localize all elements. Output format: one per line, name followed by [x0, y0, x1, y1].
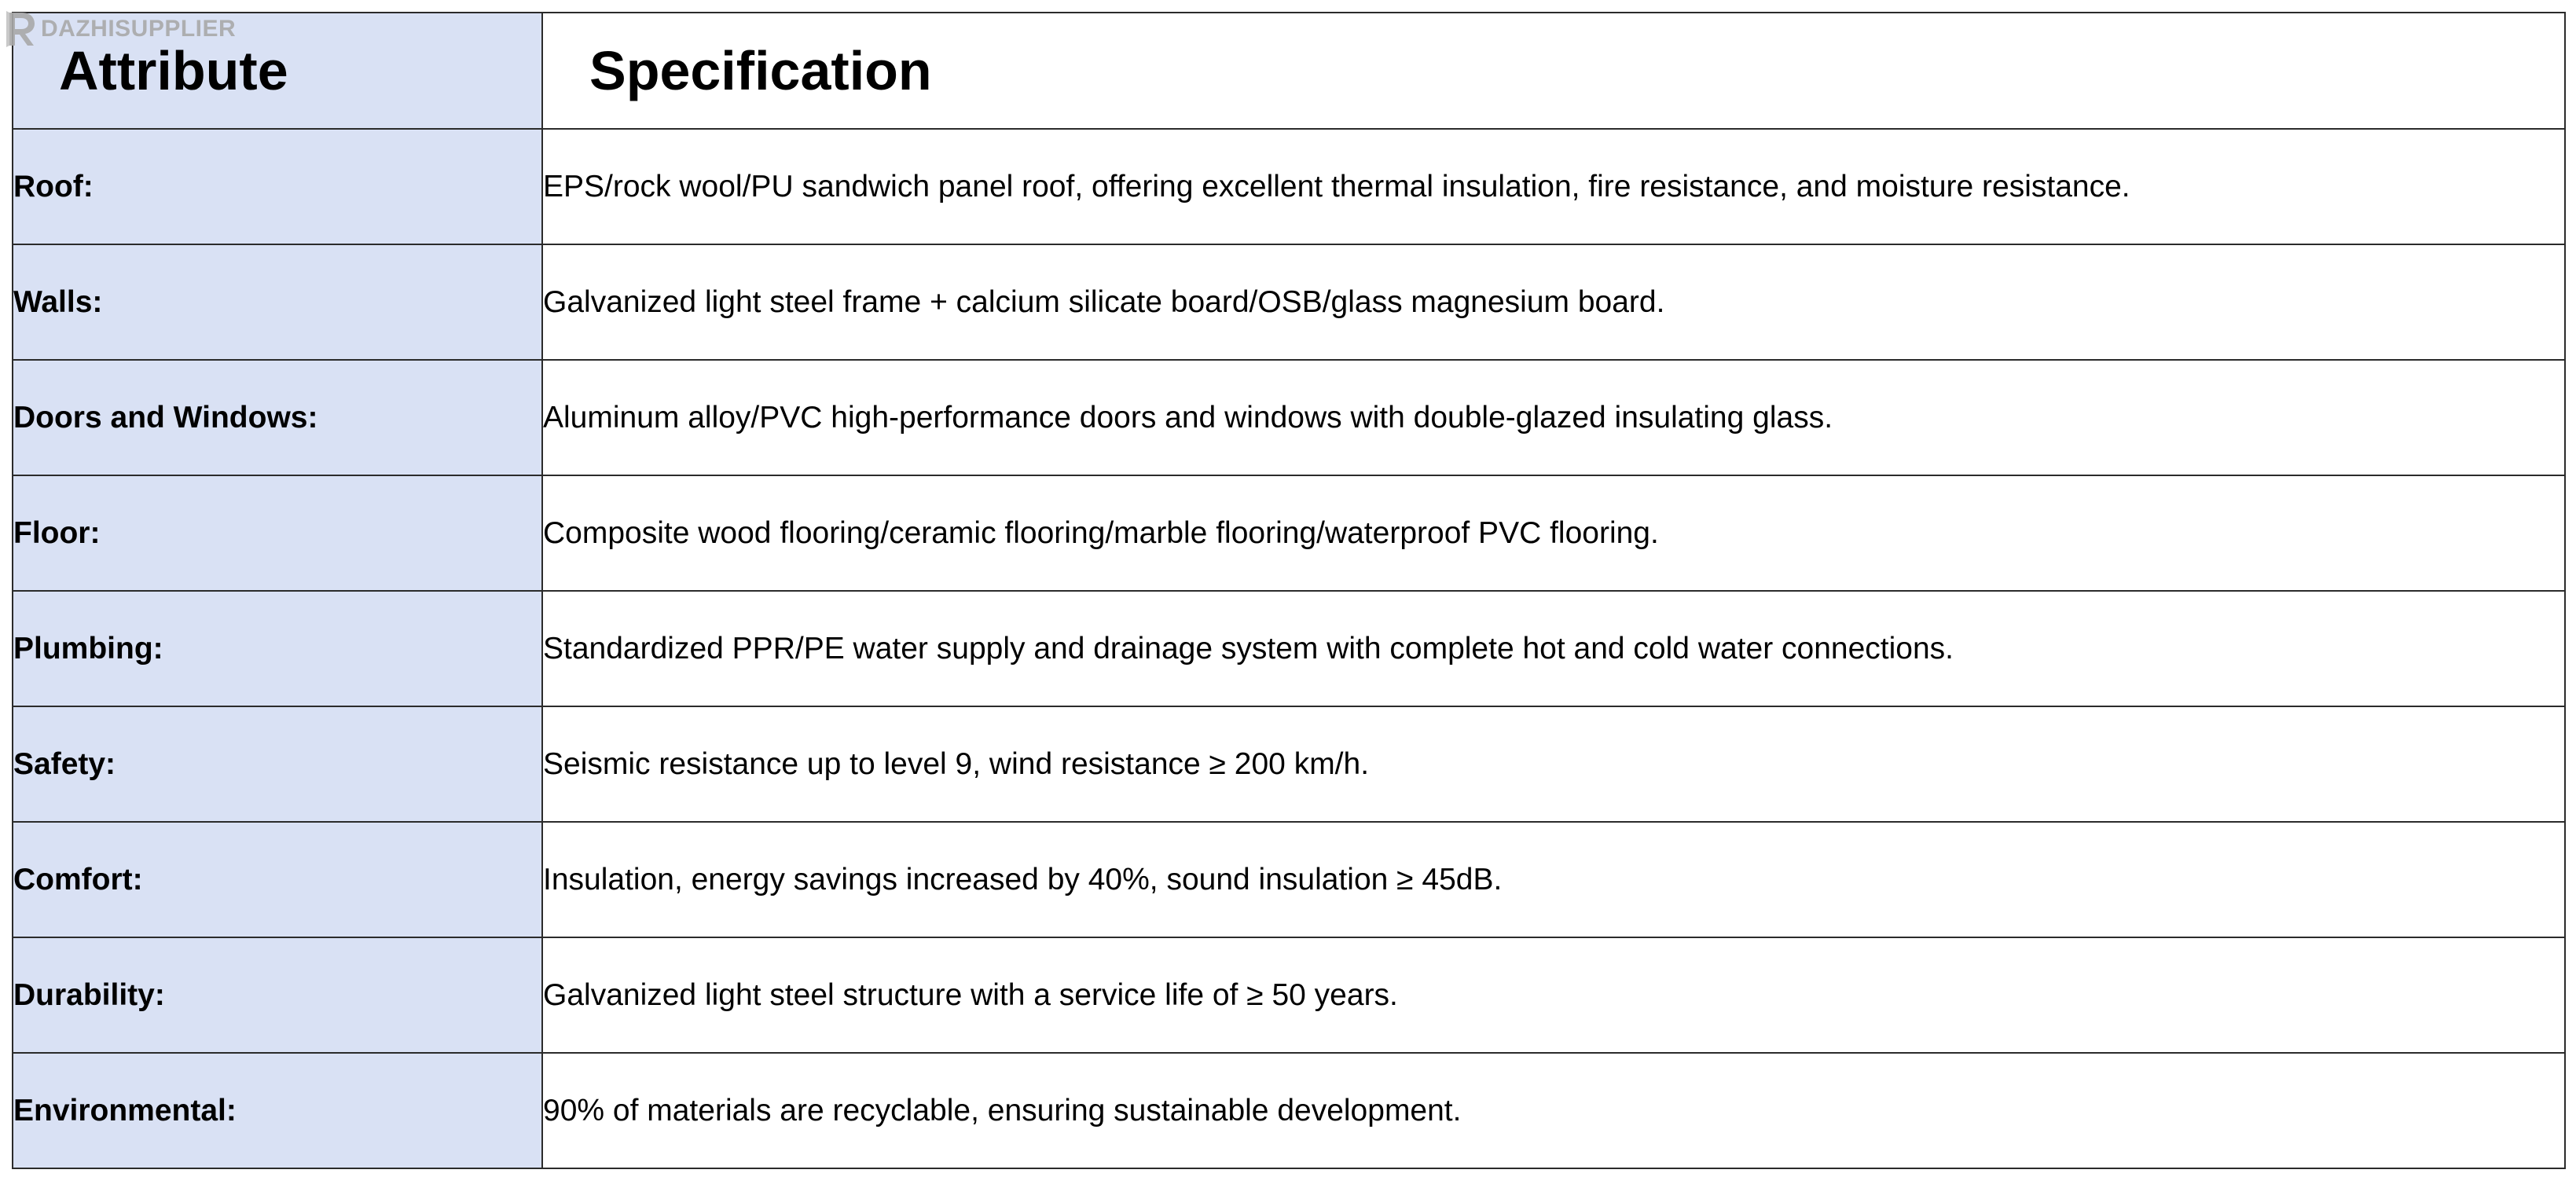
specification-header: Specification [542, 13, 2565, 129]
watermark-text: DAZHISUPPLIER [41, 16, 237, 42]
attribute-cell-environmental: Environmental: [13, 1053, 542, 1168]
specification-cell-comfort: Insulation, energy savings increased by 40%, sound insulation ≥ 45dB. [542, 822, 2565, 937]
specification-cell-walls: Galvanized light steel frame + calcium silicate board/OSB/glass magnesium board. [542, 244, 2565, 360]
table-row [13, 1053, 2565, 1168]
specification-cell-roof: EPS/rock wool/PU sandwich panel roof, offering excellent thermal insulation, fire resistance, and moisture resistance. [542, 129, 2565, 244]
table-row [13, 360, 2565, 475]
attribute-header: Attribute [13, 13, 542, 129]
table-row [13, 937, 2565, 1053]
table-row [13, 822, 2565, 937]
specification-cell-environmental: 90% of materials are recyclable, ensuring sustainable development. [542, 1053, 2565, 1168]
table-row [13, 591, 2565, 706]
attribute-cell-comfort: Comfort: [13, 822, 542, 937]
table-row [13, 244, 2565, 360]
attribute-cell-plumbing: Plumbing: [13, 591, 542, 706]
attribute-cell-safety: Safety: [13, 706, 542, 822]
attribute-cell-walls: Walls: [13, 244, 542, 360]
dazhi-logo-icon [6, 11, 36, 47]
header-row [13, 13, 2565, 129]
table-row [13, 129, 2565, 244]
table-row [13, 706, 2565, 822]
specification-cell-doors-windows: Aluminum alloy/PVC high-performance doors and windows with double-glazed insulating glass. [542, 360, 2565, 475]
specification-cell-floor: Composite wood flooring/ceramic flooring/marble flooring/waterproof PVC flooring. [542, 475, 2565, 591]
attribute-cell-durability: Durability: [13, 937, 542, 1053]
specification-cell-safety: Seismic resistance up to level 9, wind resistance ≥ 200 km/h. [542, 706, 2565, 822]
specification-cell-plumbing: Standardized PPR/PE water supply and drainage system with complete hot and cold water connections. [542, 591, 2565, 706]
spec-table [12, 12, 2566, 1169]
specification-cell-durability: Galvanized light steel structure with a service life of ≥ 50 years. [542, 937, 2565, 1053]
attribute-cell-roof: Roof: [13, 129, 542, 244]
table-row [13, 475, 2565, 591]
attribute-cell-doors-windows: Doors and Windows: [13, 360, 542, 475]
attribute-cell-floor: Floor: [13, 475, 542, 591]
watermark [6, 11, 236, 47]
